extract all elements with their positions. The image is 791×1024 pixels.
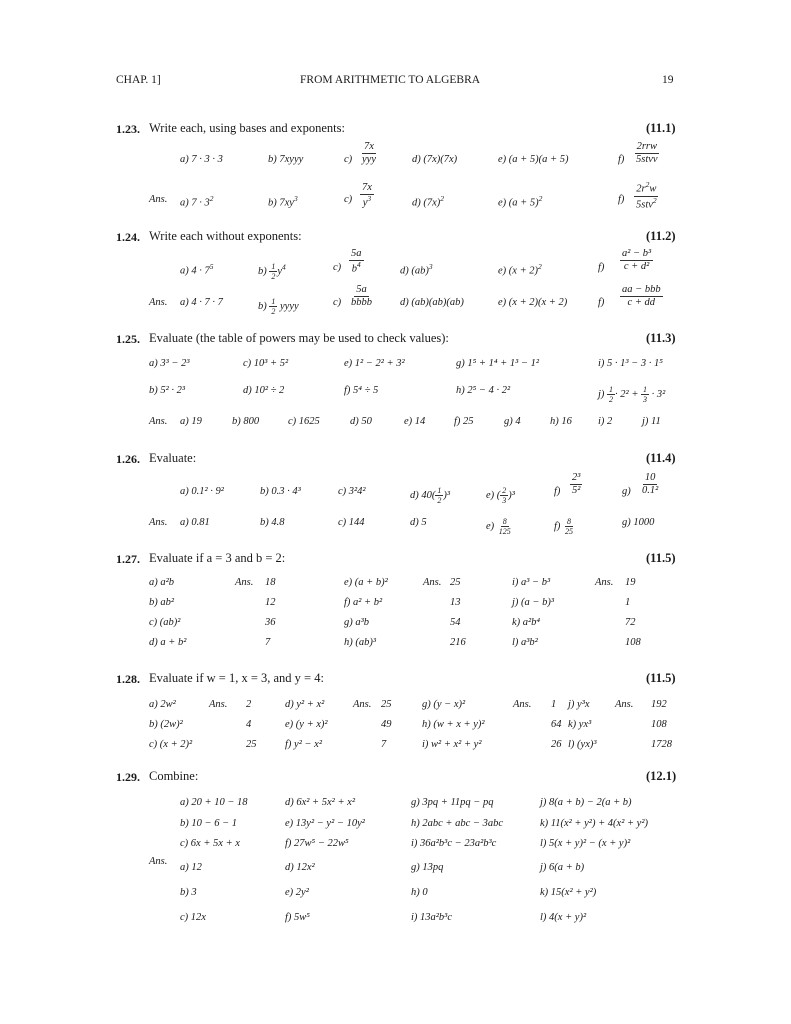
answer-item: f) 5w⁵ <box>285 912 310 923</box>
denominator: 5stv$^2$ <box>636 195 657 211</box>
numerator: 10 <box>643 472 658 485</box>
answer-item: a) 0.81 <box>180 517 210 528</box>
denominator: bbbb <box>351 297 372 309</box>
problem-number: 1.27. <box>116 552 140 566</box>
denominator: c + d² <box>623 261 650 273</box>
question-item: d) 6x² + 5x² + x² <box>285 797 355 808</box>
answer-label: Ans. <box>235 577 254 588</box>
answer-item: j) 6(a + b) <box>540 862 585 873</box>
denominator: yyy <box>362 154 376 166</box>
answer-item: 36 <box>265 617 276 628</box>
answer-item: 19 <box>625 577 636 588</box>
answer-fraction <box>634 181 659 211</box>
answer-item: f) <box>598 297 605 308</box>
question-item: g) 3pq + 11pq − pq <box>411 797 494 808</box>
answer-item: l) 4(x + y)² <box>540 912 587 923</box>
answer-label: Ans. <box>209 699 228 710</box>
numerator: 5a <box>349 248 364 261</box>
answer-item: k) 15(x² + y²) <box>540 887 597 898</box>
question-item: e) 1² − 2² + 3² <box>344 358 405 369</box>
question-item: c) 3²4² <box>338 486 366 497</box>
answer-item: d) (ab)(ab)(ab) <box>400 297 464 308</box>
question-item: b) 7xyyy <box>268 154 304 165</box>
numerator: a² − b³ <box>620 248 653 261</box>
answer-item: a) $7 \cdot 3^2$ <box>180 194 214 209</box>
answer-item: c) <box>344 194 353 205</box>
problem-statement: Evaluate if w = 1, x = 3, and y = 4: <box>149 671 324 685</box>
question-item: l) (yx)³ <box>568 739 597 750</box>
problem-statement: Write each without exponents: <box>149 229 302 243</box>
answer-item: 26 <box>551 739 562 750</box>
question-item: b) 10 − 6 − 1 <box>180 817 238 829</box>
question-item: j) y³x <box>568 699 590 710</box>
answer-item: a) 12 <box>180 862 202 873</box>
numerator: 7x <box>362 141 376 154</box>
question-item: e) ( $\frac{2}{3}$ )³ <box>486 486 515 506</box>
answer-item: e) $\frac{8}{125}$ <box>486 517 511 537</box>
answer-label: Ans. <box>513 699 532 710</box>
answer-item: 108 <box>651 719 667 730</box>
question-fraction <box>360 141 378 166</box>
question-item: e) (a + 5)(a + 5) <box>498 154 569 165</box>
problem-statement: Write each, using bases and exponents: <box>149 121 345 135</box>
question-fraction <box>620 248 653 273</box>
answer-item: c) <box>333 297 342 308</box>
answer-label: Ans. <box>149 856 168 867</box>
answer-item: h) 16 <box>550 416 572 427</box>
problem-number: 1.28. <box>116 672 140 686</box>
question-item: b) $\frac{1}{2}$ $y^4$ <box>258 262 286 282</box>
answer-item: 64 <box>551 719 562 730</box>
question-item: k) yx³ <box>568 719 592 730</box>
numerator: 2rrw <box>635 141 659 154</box>
answer-item: c) 144 <box>338 517 365 528</box>
question-item: f) a² + b² <box>344 597 383 608</box>
answer-label: Ans. <box>615 699 634 710</box>
answer-item: 54 <box>450 617 461 628</box>
problem-number: 1.25. <box>116 332 140 346</box>
problem-number: 1.26. <box>116 452 140 466</box>
answer-item: 25 <box>246 739 257 750</box>
answer-item: 18 <box>265 577 276 588</box>
question-item: f) 27w⁵ − 22w⁵ <box>285 838 349 849</box>
question-item: a) 0.1² · 9² <box>180 486 224 497</box>
question-item: e) $(x + 2)^2$ <box>498 262 542 277</box>
question-item: c) 6x + 5x + x <box>180 838 240 849</box>
answer-label: Ans. <box>353 699 372 710</box>
question-item: l) 5(x + y)² − (x + y)² <box>540 838 631 849</box>
answer-item: d) 50 <box>350 416 372 427</box>
answer-item: a) 19 <box>180 416 202 427</box>
question-item: d) (ab)$^3$ <box>400 262 433 277</box>
numerator: 5a <box>354 284 369 297</box>
question-item: f) <box>598 262 605 273</box>
section-ref: (11.3) <box>646 331 676 345</box>
chapter-label: CHAP. 1] <box>116 74 161 86</box>
answer-label: Ans. <box>149 194 168 205</box>
question-item: b) 0.3 · 4³ <box>260 486 301 497</box>
section-ref: (11.5) <box>646 551 676 565</box>
question-item: d) (7x)(7x) <box>412 154 458 165</box>
answer-item: 2 <box>246 699 252 710</box>
question-item: d) 10² ÷ 2 <box>243 385 285 396</box>
answer-item: 13 <box>450 597 461 608</box>
answer-item: 108 <box>625 637 641 648</box>
section-ref: (12.1) <box>646 769 677 783</box>
answer-item: 49 <box>381 719 392 730</box>
question-item: j) 8(a + b) − 2(a + b) <box>540 797 632 808</box>
question-item: k) 11(x² + y²) + 4(x² + y²) <box>540 817 648 829</box>
answer-item: d) $(7x)^2$ <box>412 194 445 209</box>
question-item: d) y² + x² <box>285 699 325 710</box>
answer-item: c) 12x <box>180 912 206 923</box>
question-item: f) <box>554 486 561 497</box>
question-item: e) (y + x)² <box>285 719 328 730</box>
answer-label: Ans. <box>595 577 614 588</box>
question-item: i) 5 · 1³ − 3 · 1⁵ <box>598 358 663 369</box>
answer-item: d) 12x² <box>285 862 315 873</box>
problem-number: 1.29. <box>116 770 140 784</box>
answer-item: 25 <box>381 699 392 710</box>
question-item: e) 13y² − y² − 10y² <box>285 817 365 829</box>
problem-statement: Combine: <box>149 769 199 783</box>
question-item: g) 1⁵ + 1⁴ + 1³ − 1² <box>456 358 539 369</box>
answer-item: 7 <box>381 739 387 750</box>
answer-item: i) 2 <box>598 416 613 427</box>
section-ref: (11.1) <box>646 121 676 135</box>
answer-item: 25 <box>450 577 461 588</box>
question-item: d) 40( $\frac{1}{2}$ )³ <box>410 486 451 506</box>
answer-item: c) 1625 <box>288 416 320 427</box>
question-item: b) ab² <box>149 597 175 608</box>
answer-fraction <box>360 182 374 210</box>
numerator: aa − bbb <box>620 284 663 297</box>
section-ref: (11.2) <box>646 229 676 243</box>
answer-item: g) 1000 <box>622 517 655 528</box>
question-item: a) 3³ − 2³ <box>149 358 190 369</box>
answer-item: 216 <box>450 637 466 648</box>
answer-item: b) 3 <box>180 887 197 898</box>
question-item: k) a²b⁴ <box>512 617 541 628</box>
question-fraction <box>349 248 364 276</box>
question-item: j) (a − b)³ <box>512 597 555 608</box>
answer-item: d) 5 <box>410 517 427 528</box>
answer-item: f) 25 <box>454 416 474 427</box>
denominator: c + dd <box>627 297 656 309</box>
answer-item: h) 0 <box>411 887 428 898</box>
question-item: g) (y − x)² <box>422 699 466 710</box>
numerator: $2r^2w$ <box>634 181 658 197</box>
question-fraction <box>640 472 660 497</box>
problem-statement: Evaluate if a = 3 and b = 2: <box>149 551 286 565</box>
question-fraction <box>634 141 660 166</box>
question-item: b) 5² · 2³ <box>149 385 186 396</box>
question-item: b) (2w)² <box>149 719 183 730</box>
answer-fraction <box>620 284 663 309</box>
answer-item: 1 <box>551 699 557 710</box>
answer-item: e) 14 <box>404 416 426 427</box>
question-item: i) a³ − b³ <box>512 577 551 588</box>
denominator: 5stvv <box>636 154 658 166</box>
question-item: f) 5⁴ ÷ 5 <box>344 385 379 396</box>
answer-item: b) $7xy^3$ <box>268 194 298 209</box>
problem-statement: Evaluate (the table of powers may be used to check values): <box>149 331 449 345</box>
page-number: 19 <box>662 74 674 86</box>
question-item: h) (w + x + y)² <box>422 719 485 730</box>
problem-number: 1.23. <box>116 122 140 136</box>
denominator: 0.1² <box>642 485 659 497</box>
numerator: 7x <box>360 182 374 195</box>
question-item: c) <box>344 154 353 165</box>
denominator: $b^4$ <box>351 260 361 275</box>
question-item: g) a³b <box>344 617 370 628</box>
answer-item: g) 13pq <box>411 862 444 873</box>
question-item: d) a + b² <box>149 637 187 648</box>
question-item: f) y² − x² <box>285 739 322 750</box>
question-item: h) (ab)³ <box>344 637 377 648</box>
answer-fraction <box>349 284 374 309</box>
answer-item: b) $\frac{1}{2}$ yyyy <box>258 297 299 317</box>
answer-item: f) <box>618 194 625 205</box>
question-item: h) 2⁵ − 4 · 2² <box>456 385 511 396</box>
numerator: 2³ <box>570 472 582 485</box>
question-item: a) $4 \cdot 7^5$ <box>180 262 214 277</box>
answer-item: 7 <box>265 637 271 648</box>
answer-label: Ans. <box>149 517 168 528</box>
answer-item: e) $(a + 5)^2$ <box>498 194 543 209</box>
answer-item: 72 <box>625 617 636 628</box>
answer-item: 192 <box>651 699 667 710</box>
answer-item: 1728 <box>651 739 672 750</box>
answer-item: e) 2y² <box>285 887 309 898</box>
question-item: c) (x + 2)² <box>149 739 193 750</box>
answer-item: g) 4 <box>504 416 521 427</box>
answer-item: e) (x + 2)(x + 2) <box>498 297 568 308</box>
section-ref: (11.5) <box>646 671 676 685</box>
question-item: g) <box>622 486 631 497</box>
answer-item: b) 4.8 <box>260 517 285 528</box>
denominator: $y^3$ <box>362 194 372 209</box>
question-item: c) (ab)² <box>149 617 181 628</box>
question-item: c) 10³ + 5² <box>243 358 289 369</box>
answer-item: 1 <box>625 597 631 608</box>
answer-label: Ans. <box>149 416 168 427</box>
running-title: FROM ARITHMETIC TO ALGEBRA <box>300 74 481 86</box>
answer-item: 12 <box>265 597 276 608</box>
question-item: a) 2w² <box>149 699 176 710</box>
answer-item: 4 <box>246 719 252 730</box>
question-item: c) <box>333 262 342 273</box>
question-item: i) w² + x² + y² <box>422 739 482 750</box>
answer-label: Ans. <box>423 577 442 588</box>
answer-item: a) 4 · 7 · 7 <box>180 297 223 308</box>
denominator: 5² <box>572 485 581 497</box>
problem-number: 1.24. <box>116 230 140 244</box>
question-item: e) (a + b)² <box>344 577 388 588</box>
question-item: a) a²b <box>149 577 175 588</box>
question-fraction <box>570 472 582 497</box>
question-item: l) a³b² <box>512 637 538 648</box>
problem-statement: Evaluate: <box>149 451 197 465</box>
answer-item: b) 800 <box>232 416 260 427</box>
question-item: i) 36a²b³c − 23a²b³c <box>411 838 497 849</box>
answer-label: Ans. <box>149 297 168 308</box>
section-ref: (11.4) <box>646 451 676 465</box>
question-item: a) 20 + 10 − 18 <box>180 797 248 808</box>
question-item: j) $\frac{1}{2}$ · 2² + $\frac{1}{3}$ · 3² <box>598 385 666 405</box>
answer-item: f) $\frac{8}{25}$ <box>554 517 574 537</box>
question-item: h) 2abc + abc − 3abc <box>411 817 504 829</box>
question-item: a) 7 · 3 · 3 <box>180 154 223 165</box>
question-item: f) <box>618 154 625 165</box>
answer-item: j) 11 <box>642 416 661 427</box>
answer-item: i) 13a²b³c <box>411 912 452 923</box>
